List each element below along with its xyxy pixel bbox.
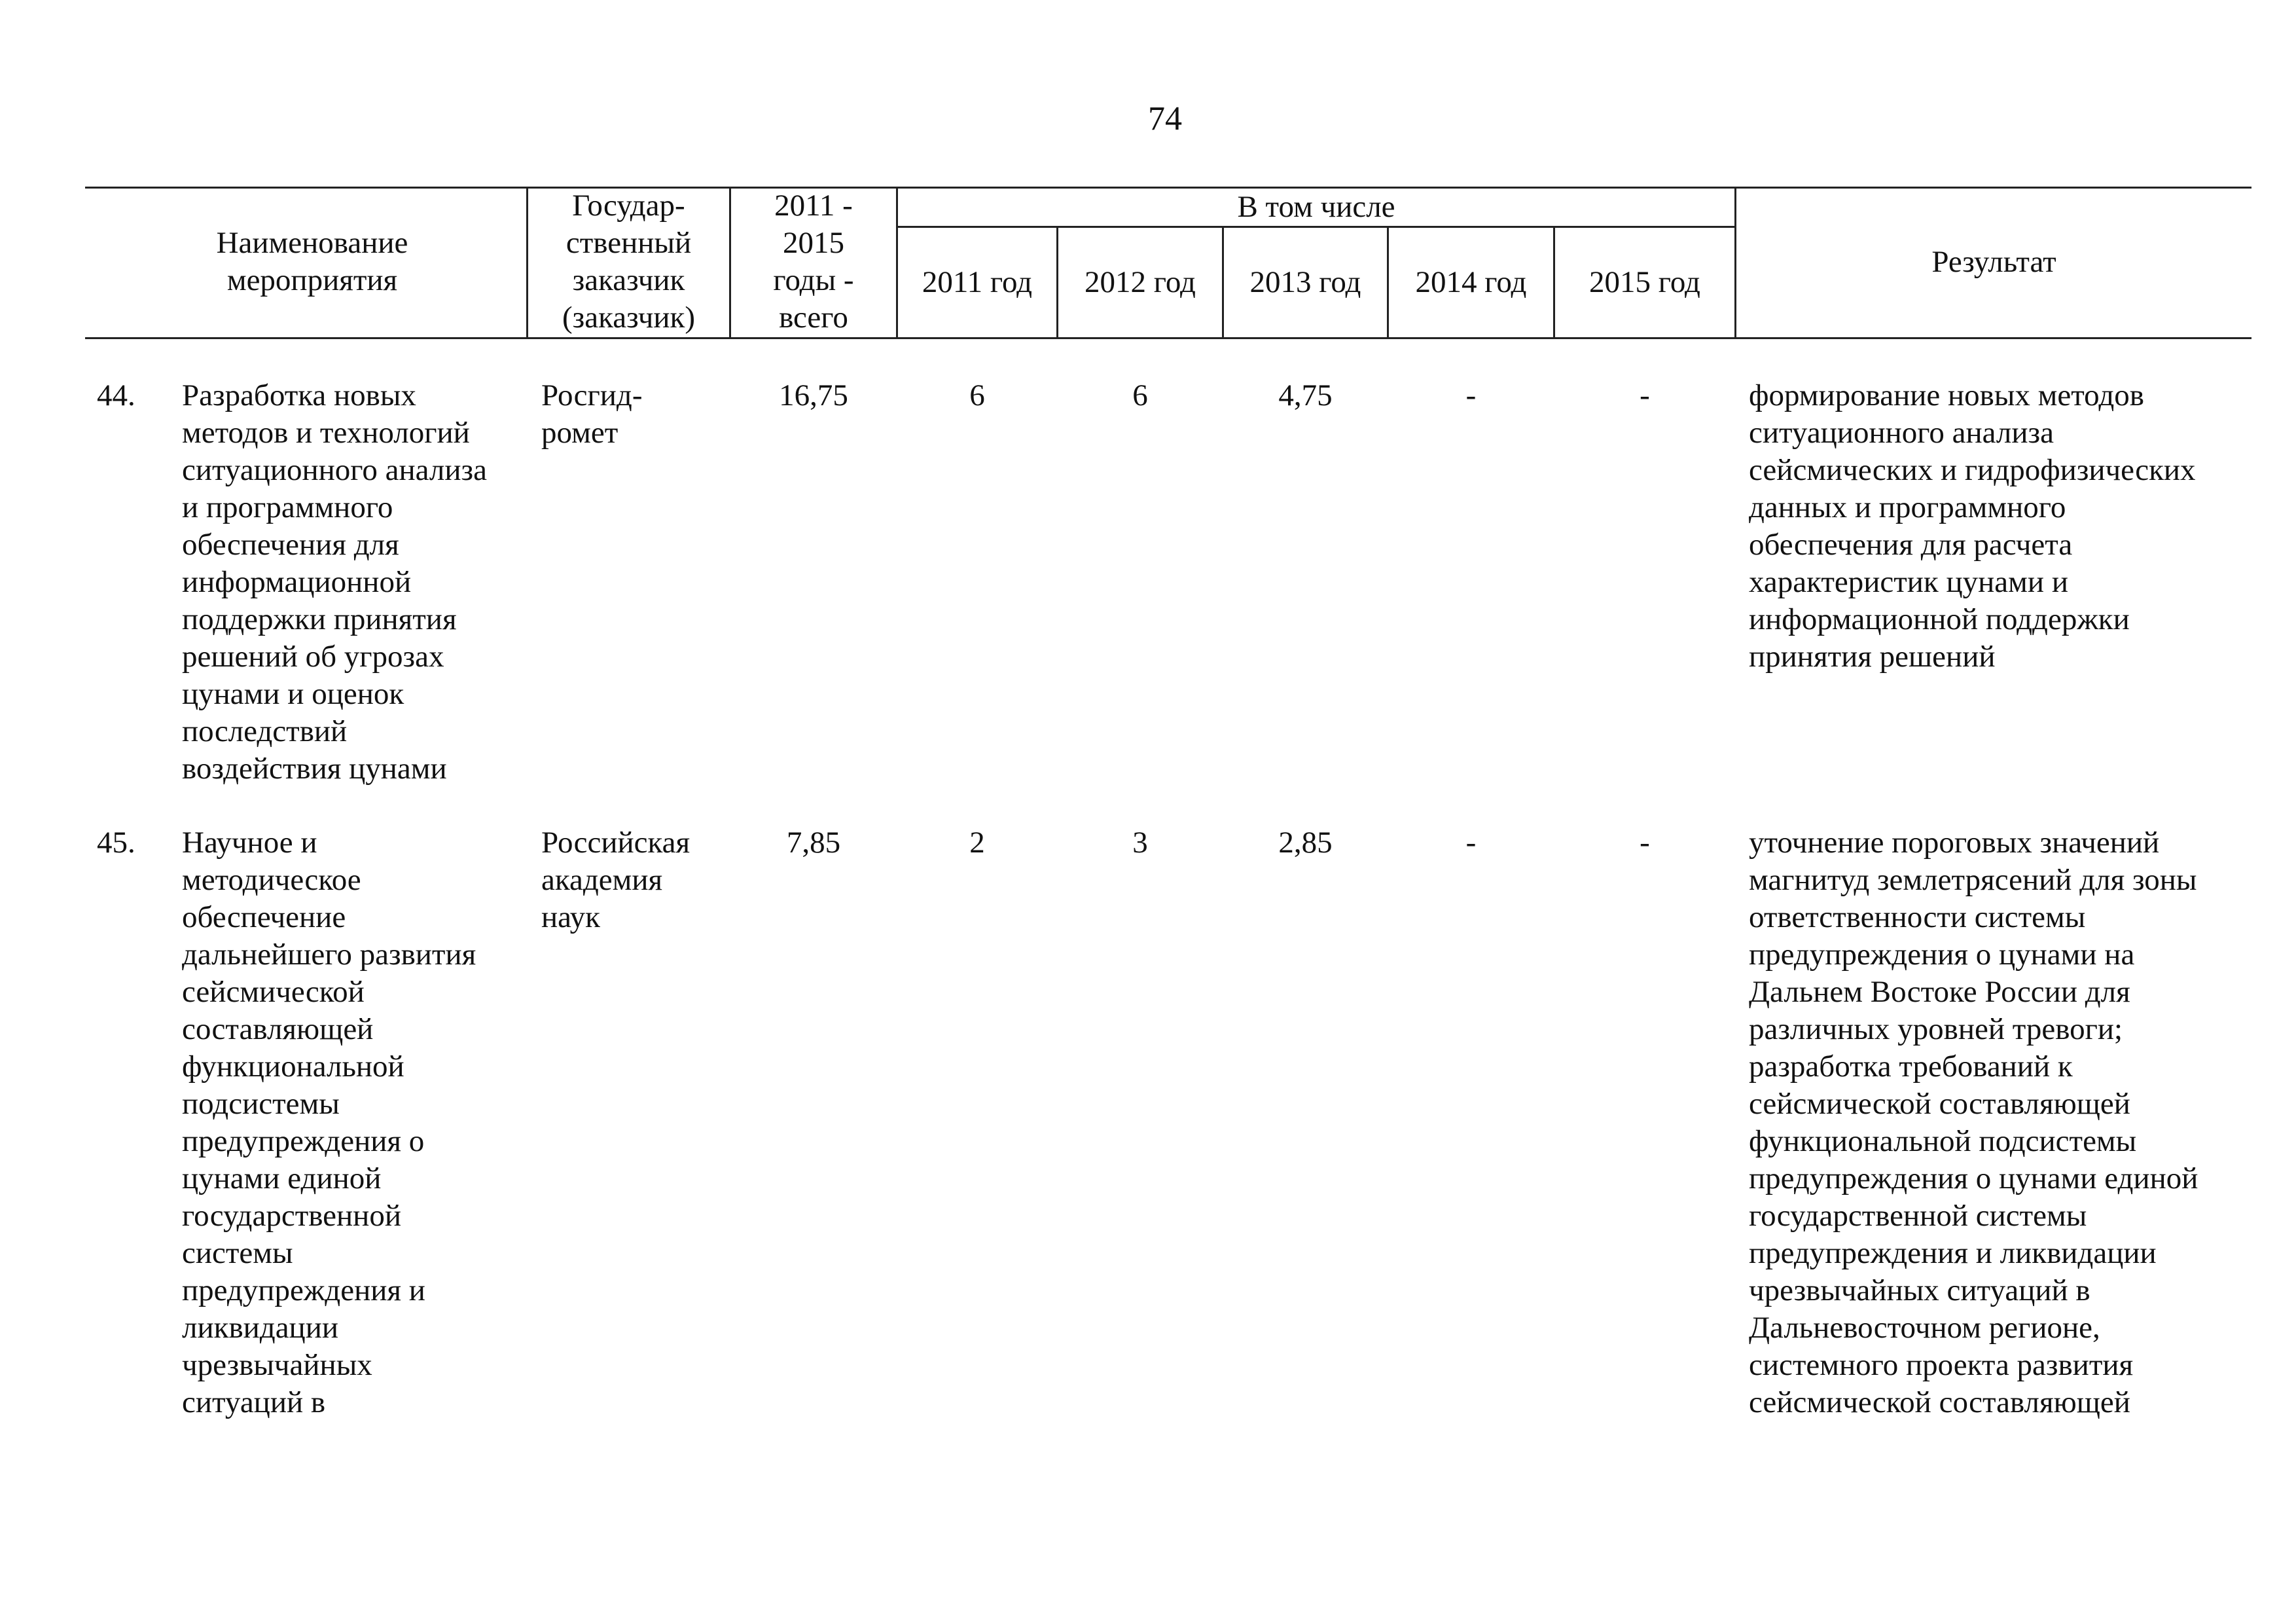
row-total: 16,75 [779, 378, 848, 412]
header-year-2015-text: 2015 год [1589, 265, 1700, 299]
header-result-text: Результат [1931, 244, 2056, 279]
header-result [1736, 187, 2251, 337]
header-year-2011 [898, 228, 1056, 337]
header-total [731, 187, 896, 337]
header-name [98, 187, 526, 337]
header-year-2012-text: 2012 год [1085, 265, 1196, 299]
row-2011: 2 [969, 826, 985, 860]
row-number: 44. [97, 378, 135, 412]
header-year-2012 [1058, 228, 1222, 337]
row-total: 7,85 [786, 826, 841, 860]
header-year-2014-text: 2014 год [1415, 265, 1527, 299]
row-result: формирование новых методов ситуационного анализа сейсмических и гидрофизических данных и программного обеспечения для расчета характеристик цунами и информационной поддержки принятия решений [1749, 378, 2196, 674]
row-2013: 2,85 [1278, 826, 1333, 860]
row-2012: 6 [1132, 378, 1148, 412]
row-2015: - [1640, 826, 1650, 860]
header-year-2014 [1389, 228, 1553, 337]
page-number: 74 [1148, 100, 1182, 137]
header-including-text: В том числе [1237, 190, 1395, 224]
row-number: 45. [97, 826, 135, 860]
header-year-2013-text: 2013 год [1249, 265, 1361, 299]
row-2011: 6 [969, 378, 985, 412]
row-2014: - [1465, 826, 1477, 860]
header-year-2015 [1555, 228, 1734, 337]
row-customer: Российская академия наук [541, 826, 691, 934]
header-total-text: 2011 - 2015 годы - всего [773, 189, 854, 335]
row-result: уточнение пороговых значений магнитуд землетрясений для зоны ответственности системы предупреждения о цунами на Дальнем Востоке России для различных уровней тревоги; разработка требований к сейсмической составляющей функциональной подсистемы предупреждения о цунами единой государственной системы предупреждения и ликвидации чрезвычайных ситуаций в Дальневосточном регионе, системного проекта развития сейсмической составляющей [1749, 826, 2198, 1419]
table-header-bottom-rule [85, 337, 2251, 339]
row-customer: Росгид- ромет [541, 378, 643, 450]
header-customer-text: Государ- ственный заказчик (заказчик) [562, 189, 695, 335]
row-2014: - [1465, 378, 1477, 412]
row-name: Разработка новых методов и технологий ситуационного анализа и программного обеспечения для информационной поддержки принятия решений об угрозах цунами и оценок последствий воздействия цунами [182, 378, 487, 786]
header-year-2011-text: 2011 год [922, 265, 1033, 299]
row-name: Научное и методическое обеспечение дальнейшего развития сейсмической составляющей функциональной подсистемы предупреждения о цунами единой государственной системы предупреждения и ликвидации чрезвычайных ситуаций в [182, 826, 476, 1419]
row-2015: - [1640, 378, 1650, 412]
row-2013: 4,75 [1278, 378, 1333, 412]
row-2012: 3 [1132, 826, 1148, 860]
header-customer [528, 187, 729, 337]
header-name-text: Наименование мероприятия [216, 226, 408, 297]
header-year-2013 [1224, 228, 1387, 337]
header-including [898, 189, 1734, 226]
